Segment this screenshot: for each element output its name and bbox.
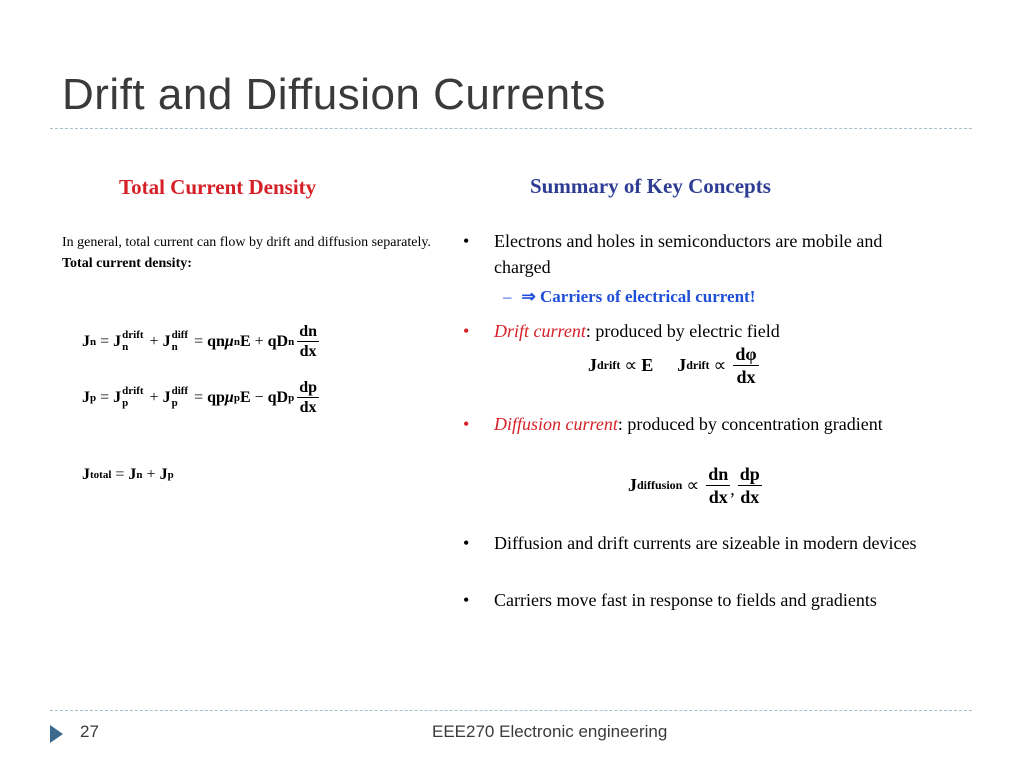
list-item: [463, 587, 933, 613]
eq-term: J: [113, 389, 122, 406]
list-item-text: Electrons and holes in semiconductors are mobile and charged: [494, 231, 883, 277]
eq-term: qD: [267, 389, 289, 406]
eq-operator: +: [254, 333, 264, 350]
eq-fraction: [297, 378, 319, 418]
eq-superscript: drift: [597, 358, 621, 372]
eq-subscript: n: [90, 336, 97, 348]
footer-divider: [50, 710, 972, 711]
eq-numerator: dn: [708, 464, 729, 484]
eq-term: J: [128, 466, 137, 483]
eq-denominator: dx: [299, 399, 317, 416]
eq-subscript: p: [171, 397, 178, 409]
sub-list-text: ⇒ Carriers of electrical current!: [521, 287, 756, 306]
left-heading: Total Current Density: [119, 175, 317, 199]
slide-title: Drift and Diffusion Currents: [62, 70, 606, 119]
eq-operator: +: [149, 333, 159, 350]
eq-operator: −: [254, 389, 264, 406]
eq-denominator: dx: [736, 367, 756, 387]
dash-icon: –: [503, 287, 512, 306]
list-item-text: [494, 318, 933, 344]
eq-subscript: p: [288, 392, 295, 404]
list-item: [463, 228, 933, 280]
eq-superscript: drift: [122, 329, 144, 341]
eq-numerator: dp: [739, 464, 760, 484]
triangle-right-icon: [50, 725, 63, 743]
eq-term: J: [113, 333, 122, 350]
eq-operator: ∝: [713, 355, 727, 375]
eq-subscript: n: [288, 336, 295, 348]
eq-supsub: [122, 385, 143, 409]
eq-term: J: [159, 466, 168, 483]
diffusion-equation: [628, 463, 762, 508]
list-item-text: Carriers move fast in response to fields and gradients: [494, 590, 877, 610]
eq-numerator: dφ: [735, 344, 757, 364]
eq-superscript: drift: [686, 358, 710, 372]
list-item: [463, 411, 933, 437]
eq-operator: +: [146, 466, 156, 483]
eq-term: qn: [207, 333, 225, 350]
bullet-icon: •: [463, 533, 470, 553]
eq-subscript: n: [136, 469, 143, 481]
eq-term: qD: [267, 333, 289, 350]
eq-subscript: p: [167, 469, 174, 481]
eq-term: J: [588, 355, 597, 375]
eq-mu: μ: [224, 333, 234, 350]
eq-term: J: [162, 333, 171, 350]
eq-term: qp: [207, 389, 225, 406]
bullet-icon: •: [463, 414, 470, 434]
equation-jn: [82, 322, 319, 362]
list-item: [463, 530, 933, 556]
eq-term: J: [82, 466, 90, 483]
eq-operator: =: [100, 333, 110, 350]
eq-subscript: p: [122, 397, 129, 409]
equation-jp: [82, 378, 319, 418]
eq-denominator: dx: [708, 487, 728, 507]
eq-numerator: dp: [299, 379, 318, 396]
drift-equation: [588, 343, 759, 388]
eq-term: J: [162, 389, 171, 406]
eq-fraction: [297, 322, 319, 362]
list-item: [463, 318, 933, 344]
bullet-icon: •: [463, 231, 470, 251]
eq-operator: =: [100, 389, 110, 406]
eq-mu: μ: [224, 389, 234, 406]
eq-subscript: n: [233, 336, 240, 348]
bullet-icon: •: [463, 321, 470, 341]
eq-operator: =: [194, 389, 204, 406]
eq-supsub: [172, 329, 189, 353]
eq-operator: =: [194, 333, 204, 350]
eq-operator: +: [149, 389, 159, 406]
emphasis-text: Diffusion current: [494, 414, 618, 434]
eq-subscript: total: [90, 469, 112, 481]
eq-term: E: [239, 389, 251, 406]
eq-operator: =: [115, 466, 125, 483]
emphasis-text: Drift current: [494, 321, 586, 341]
eq-term: J: [82, 389, 90, 406]
eq-term: E: [239, 333, 251, 350]
eq-fraction: [738, 463, 762, 508]
eq-numerator: dn: [299, 323, 318, 340]
eq-term: J: [677, 355, 687, 375]
title-divider: [50, 128, 972, 129]
right-heading: Summary of Key Concepts: [530, 174, 771, 198]
eq-subscript: p: [90, 392, 97, 404]
equation-jtotal: [82, 466, 174, 484]
eq-term: E: [641, 355, 654, 375]
eq-superscript: diffusion: [637, 478, 683, 492]
bullet-icon: •: [463, 590, 470, 610]
intro-paragraph: [62, 232, 442, 274]
sub-list-item: [503, 287, 755, 307]
eq-supsub: [122, 329, 143, 353]
eq-denominator: dx: [740, 487, 760, 507]
eq-fraction: [733, 343, 758, 388]
eq-fraction: [706, 463, 730, 508]
eq-term: J: [628, 475, 637, 495]
body-text: : produced by concentration gradient: [617, 414, 883, 434]
eq-superscript: drift: [122, 385, 144, 397]
footer-text: EEE270 Electronic engineering: [432, 722, 668, 741]
eq-subscript: n: [122, 341, 129, 353]
intro-text: In general, total current can flow by drift and diffusion separately.: [62, 235, 431, 250]
eq-operator: ∝: [686, 475, 700, 495]
body-text: : produced by electric field: [585, 321, 780, 341]
eq-supsub: [172, 385, 189, 409]
eq-superscript: diff: [171, 329, 189, 341]
eq-superscript: diff: [171, 385, 189, 397]
eq-denominator: dx: [299, 343, 317, 360]
eq-comma: ,: [730, 479, 735, 499]
eq-subscript: p: [233, 392, 240, 404]
eq-operator: ∝: [624, 355, 638, 375]
intro-bold: Total current density:: [62, 256, 192, 271]
list-item-text: [494, 411, 933, 437]
eq-subscript: n: [171, 341, 178, 353]
list-item-text: Diffusion and drift currents are sizeable in modern devices: [494, 533, 917, 553]
eq-term: J: [82, 333, 90, 350]
page-number: 27: [80, 722, 99, 741]
